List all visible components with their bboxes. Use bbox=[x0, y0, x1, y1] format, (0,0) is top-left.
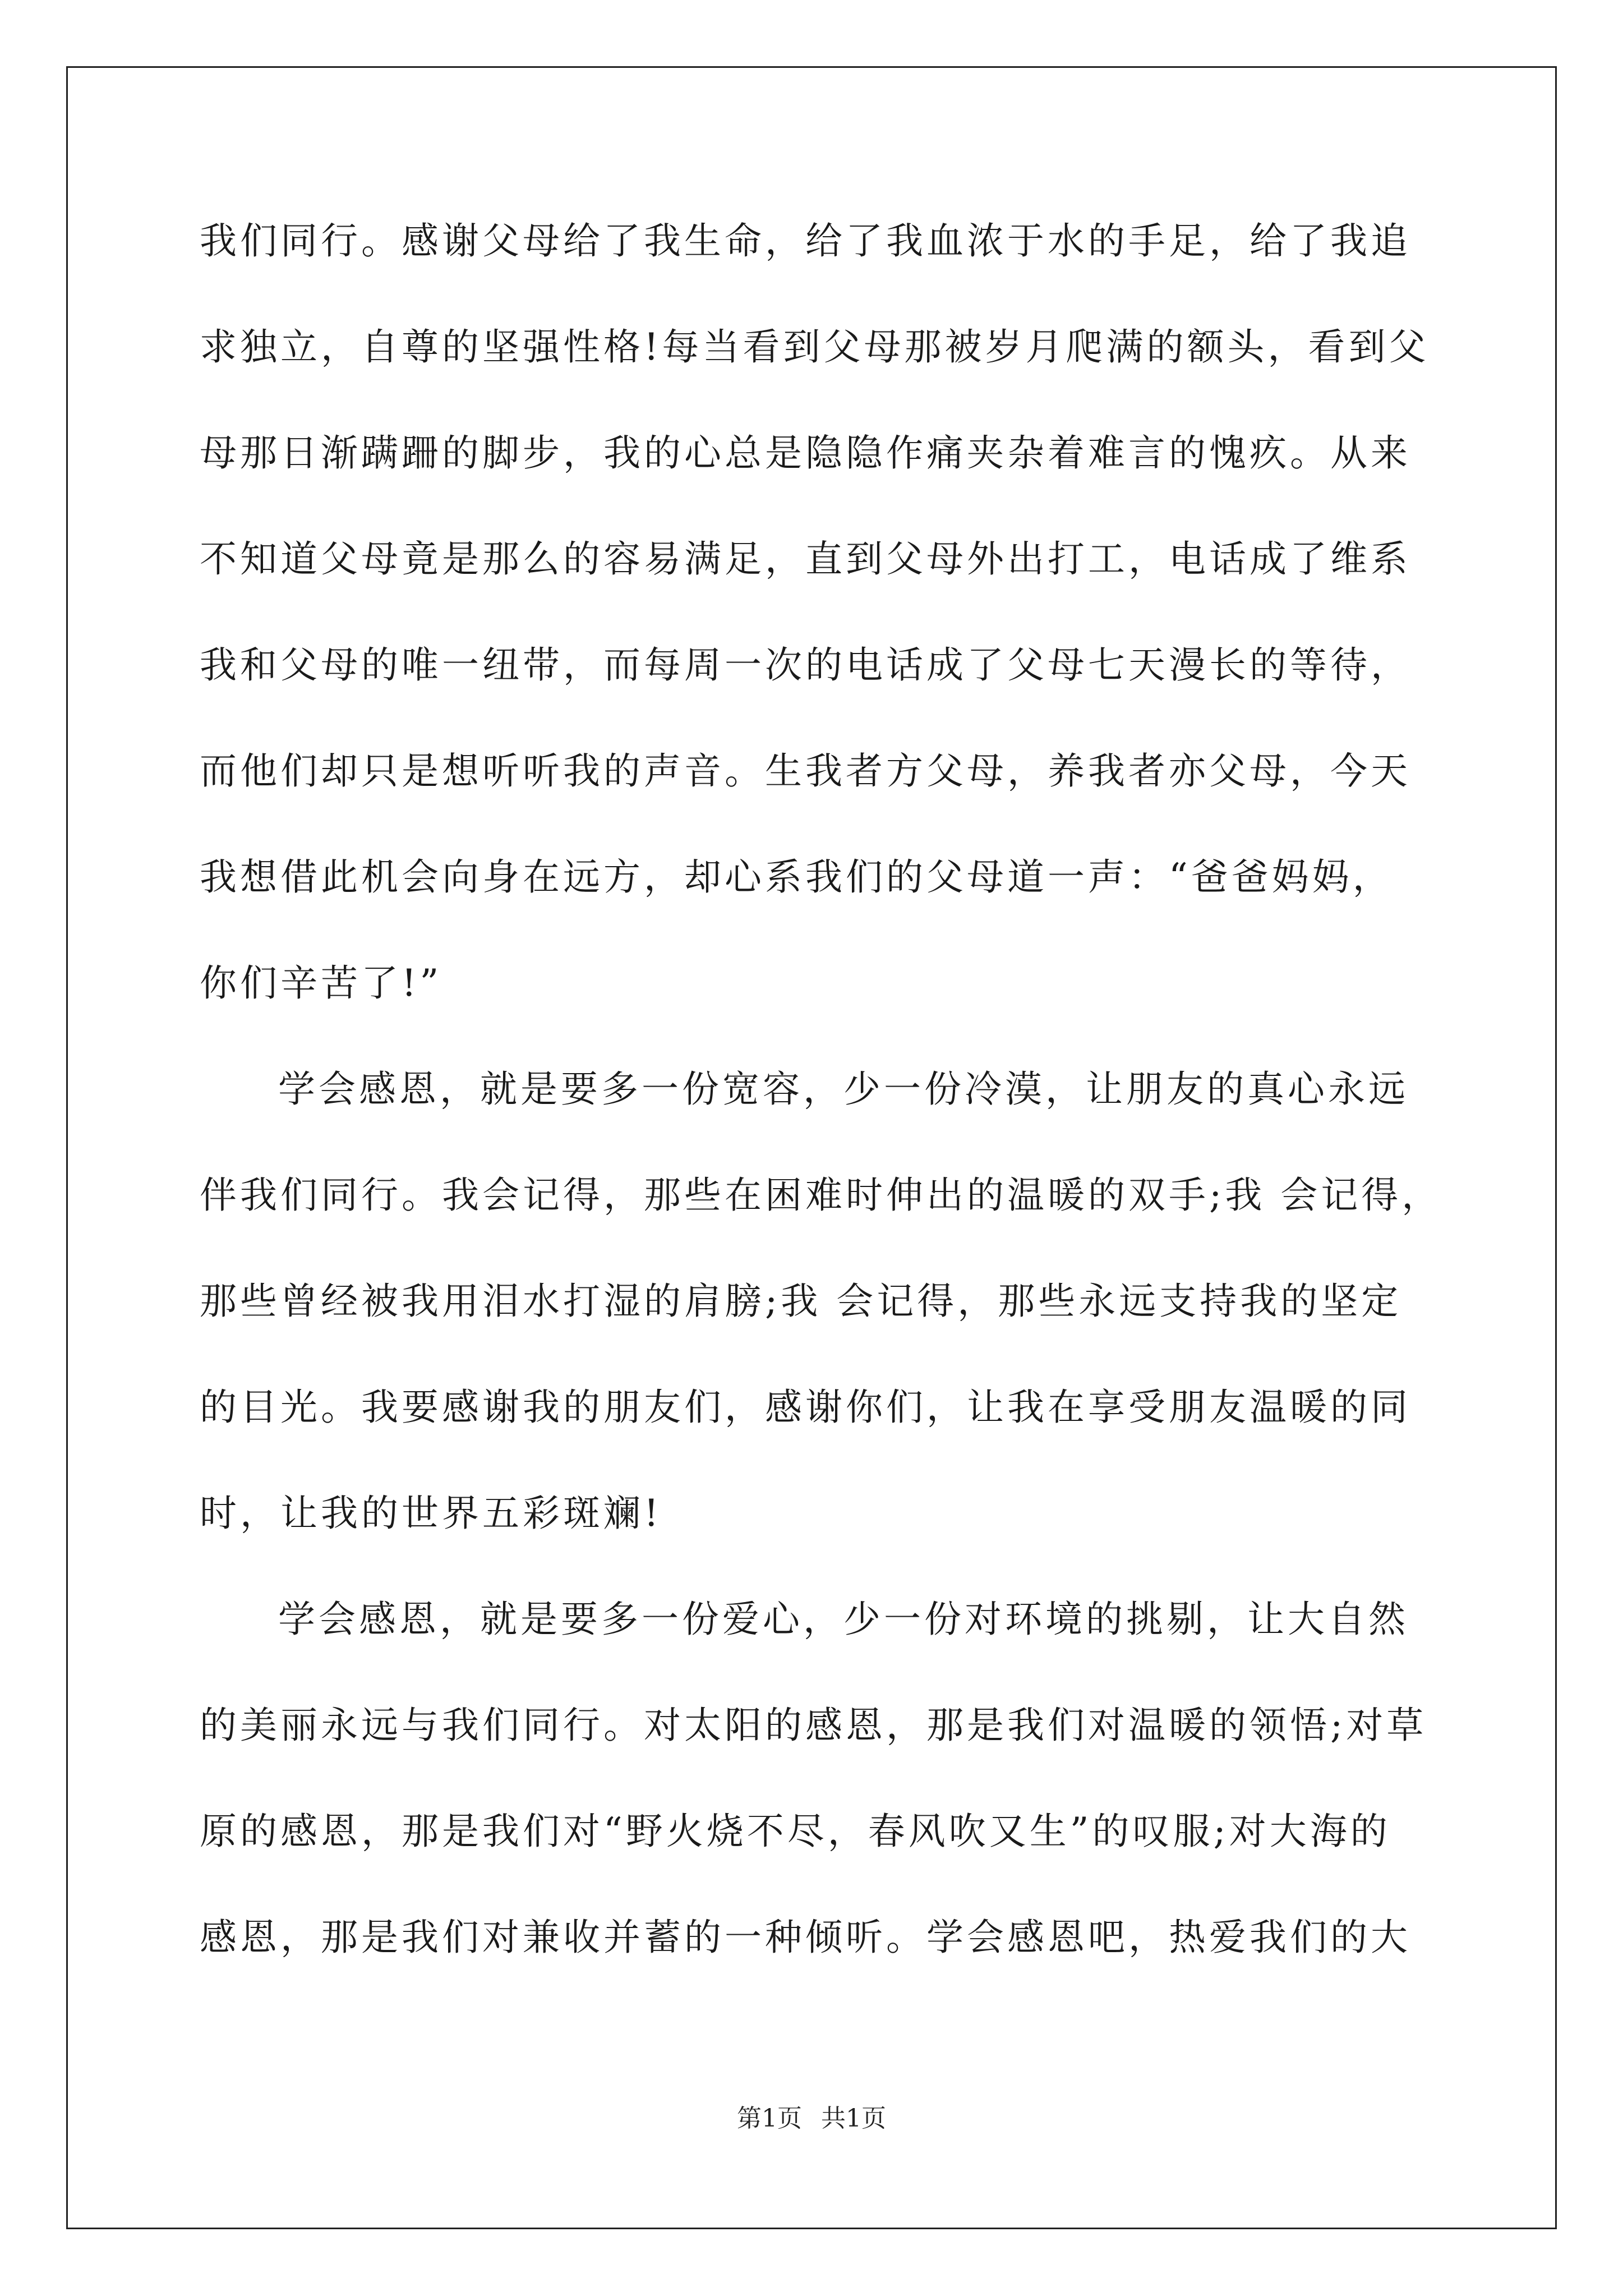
document-body bbox=[200, 213, 1456, 2016]
text-line: 求独立，自尊的坚强性格!每当看到父母那被岁月爬满的额头，看到父 bbox=[200, 325, 1430, 369]
paragraph-start-line: 学会感恩，就是要多一份宽容，少一份冷漠，让朋友的真心永远 bbox=[278, 1068, 1409, 1111]
page-footer bbox=[0, 2098, 1623, 2134]
text-line: 伴我们同行。我会记得，那些在困难时伸出的温暖的双手;我 会记得， bbox=[200, 1174, 1442, 1217]
paragraph-start-line: 学会感恩，就是要多一份爱心，少一份对环境的挑剔，让大自然 bbox=[278, 1598, 1409, 1641]
text-line: 那些曾经被我用泪水打湿的肩膀;我 会记得，那些永远支持我的坚定 bbox=[200, 1280, 1402, 1323]
text-line: 我和父母的唯一纽带，而每周一次的电话成了父母七天漫长的等待， bbox=[200, 643, 1411, 687]
text-line: 我们同行。感谢父母给了我生命，给了我血浓于水的手足，给了我追 bbox=[200, 219, 1411, 263]
text-line: 感恩，那是我们对兼收并蓄的一种倾听。学会感恩吧，热爱我们的大 bbox=[200, 1916, 1411, 1959]
text-line: 母那日渐蹒跚的脚步，我的心总是隐隐作痛夹杂着难言的愧疚。从来 bbox=[200, 431, 1411, 475]
page-total: 共1页 bbox=[821, 2104, 886, 2133]
text-line: 的目光。我要感谢我的朋友们，感谢你们，让我在享受朋友温暖的同 bbox=[200, 1386, 1411, 1429]
text-line: 而他们却只是想听听我的声音。生我者方父母，养我者亦父母，今天 bbox=[200, 749, 1411, 793]
text-line: 原的感恩，那是我们对“野火烧不尽，春风吹又生”的叹服;对大海的 bbox=[200, 1810, 1391, 1853]
text-line: 时，让我的世界五彩斑斓! bbox=[200, 1492, 662, 1535]
page-number: 第1页 bbox=[737, 2104, 802, 2133]
text-line: 的美丽永远与我们同行。对太阳的感恩，那是我们对温暖的领悟;对草 bbox=[200, 1704, 1427, 1747]
text-line: 你们辛苦了!” bbox=[200, 961, 442, 1005]
text-line: 不知道父母竟是那么的容易满足，直到父母外出打工，电话成了维系 bbox=[200, 537, 1411, 581]
text-line: 我想借此机会向身在远方，却心系我们的父母道一声：“爸爸妈妈， bbox=[200, 855, 1393, 899]
